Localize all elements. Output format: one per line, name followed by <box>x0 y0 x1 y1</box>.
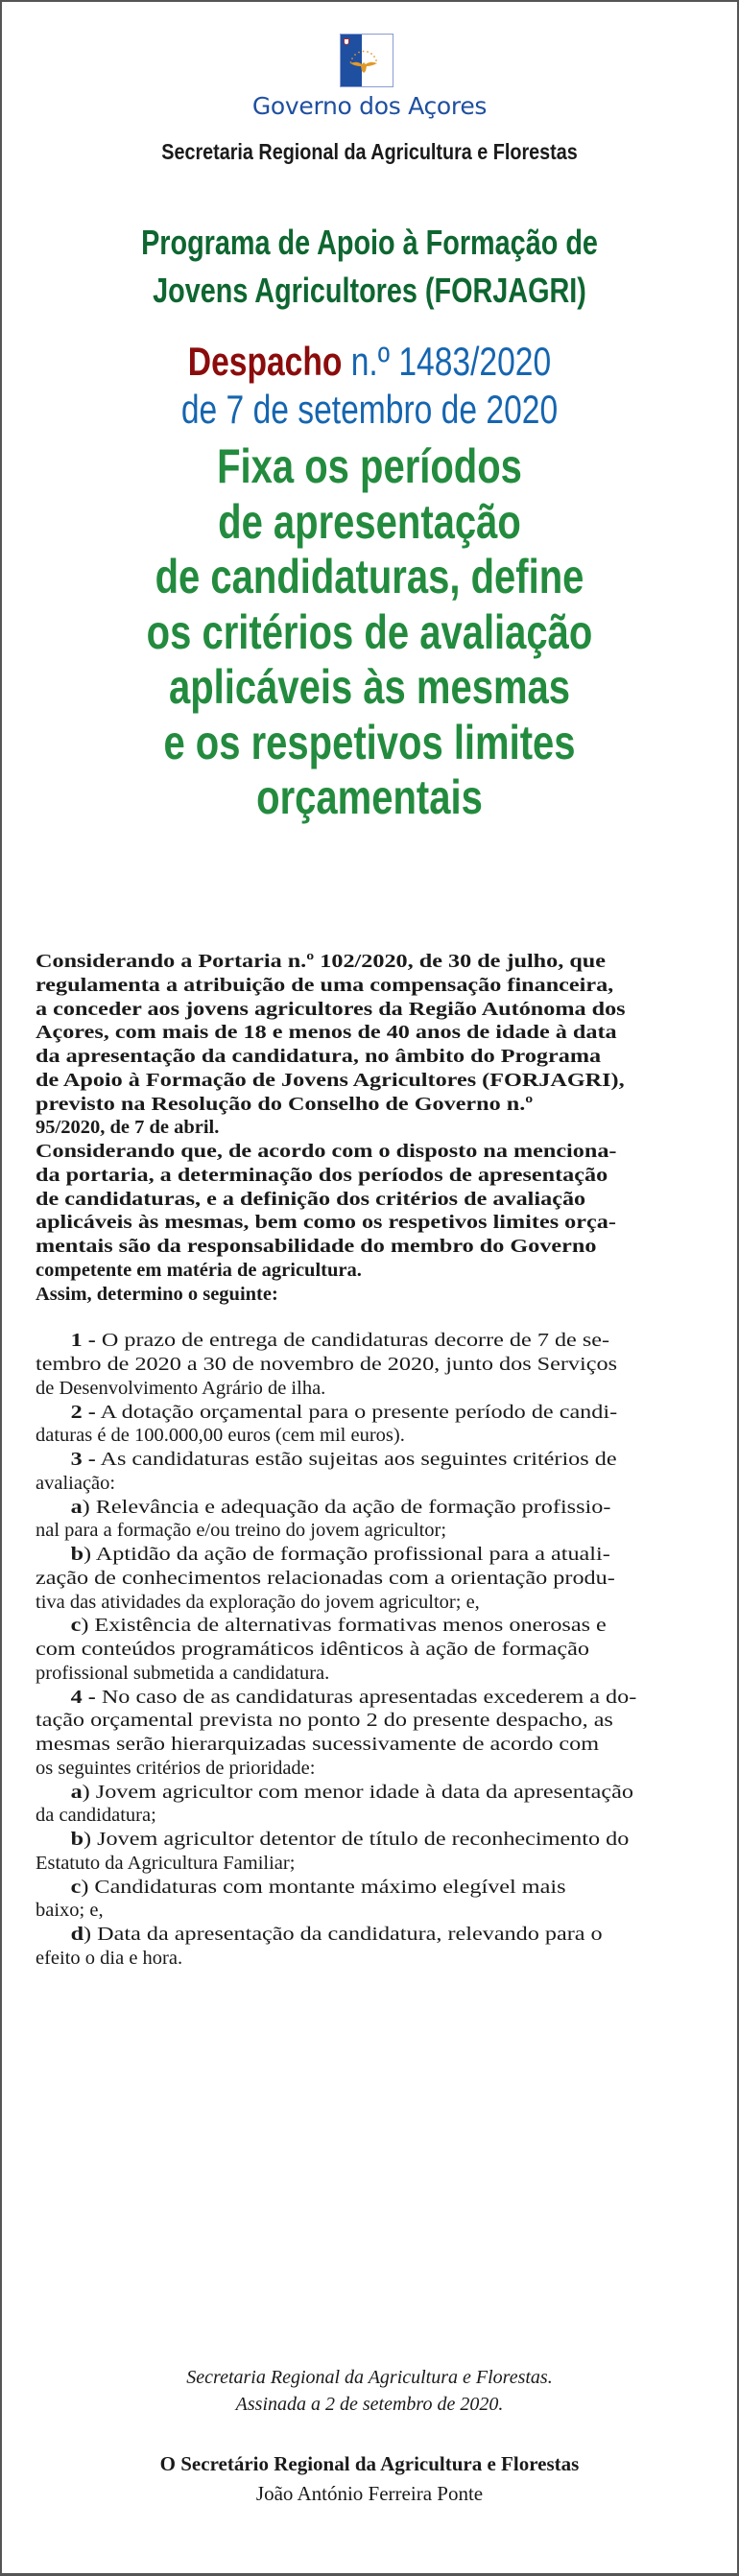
article-text: O prazo de entrega de candidaturas decorre de 7 de se- <box>95 1330 610 1352</box>
preamble-line: Assim, determino o seguinte: <box>36 1283 278 1305</box>
article-item <box>36 1686 707 1781</box>
article-item <box>36 1876 707 1924</box>
program-title-line: Programa de Apoio à Formação de <box>141 223 598 262</box>
secretariat-name: Secretaria Regional da Agricultura e Florestas <box>161 139 578 164</box>
preamble-line: 95/2020, de 7 de abril. <box>36 1117 220 1139</box>
article-text: ) Jovem agricultor detentor de título de reconhecimento do <box>83 1829 630 1850</box>
article-line: daturas é de 100.000,00 euros (cem mil euros). <box>36 1425 405 1447</box>
article-line <box>36 1401 739 1425</box>
article-line: Estatuto da Agricultura Familiar; <box>36 1852 296 1874</box>
article-line: os seguintes critérios de prioridade: <box>36 1757 316 1779</box>
headline-line: aplicáveis às mesmas <box>168 660 571 714</box>
article-line <box>36 1781 739 1805</box>
article-line: nal para a formação e/ou treino do jovem agricultor; <box>36 1520 447 1542</box>
article-text: As candidaturas estão sujeitas aos seguintes critérios de <box>95 1449 617 1470</box>
article-line: avaliação: <box>36 1472 116 1494</box>
despacho-date: de 7 de setembro de 2020 <box>180 387 559 432</box>
article-item <box>36 1614 707 1685</box>
article-marker: b <box>70 1544 84 1565</box>
article-line <box>36 1828 739 1852</box>
signatory-title: O Secretário Regional da Agricultura e Florestas <box>159 2452 580 2475</box>
program-title-line: Jovens Agricultores (FORJAGRI) <box>153 271 586 310</box>
preamble-line: a conceder aos jovens agricultores da Região Autónoma dos <box>36 998 626 1020</box>
article-line <box>36 1614 739 1638</box>
preamble-line: regulamenta a atribuição de uma compensação financeira, <box>36 974 614 996</box>
headline-line: orçamentais <box>256 770 483 824</box>
preamble-line: de Apoio à Formação de Jovens Agricultores (FORJAGRI), <box>36 1069 625 1091</box>
article-line: baixo; e, <box>36 1900 104 1922</box>
article-line: com conteúdos programáticos idênticos à ação de formação <box>36 1639 589 1660</box>
program-title <box>76 219 664 315</box>
headline-line: os critérios de avaliação <box>146 604 593 659</box>
article-item <box>36 1543 707 1614</box>
signature-date: Assinada a 2 de setembro de 2020. <box>235 2394 504 2415</box>
article-line <box>36 1496 739 1520</box>
preamble-line: Considerando a Portaria n.º 102/2020, de 30 de julho, que <box>36 951 606 972</box>
preamble-line: mentais são da responsabilidade do membro do Governo <box>36 1236 597 1257</box>
article-marker: 3 - <box>70 1449 96 1470</box>
article-item <box>36 1401 707 1449</box>
article-line: de Desenvolvimento Agrário de ilha. <box>36 1377 326 1399</box>
article-line <box>36 1543 739 1567</box>
article-text: ) Relevância e adequação da ação de formação profissio- <box>82 1496 611 1518</box>
article-marker: 4 - <box>70 1686 96 1708</box>
article-marker: 1 - <box>70 1330 96 1352</box>
article-line: da candidatura; <box>36 1805 156 1827</box>
article-text: A dotação orçamental para o presente período de candi- <box>95 1401 618 1423</box>
preamble-line: da portaria, a determinação dos períodos de apresentação <box>36 1164 608 1186</box>
article-item <box>36 1496 707 1544</box>
article-line: zação de conhecimentos relacionadas com a orientação produ- <box>36 1567 615 1589</box>
headline-line: de candidaturas, define <box>155 550 584 603</box>
headline <box>76 439 664 826</box>
article-marker: b <box>70 1829 84 1850</box>
article-line <box>36 1876 739 1900</box>
article-text: No caso de as candidaturas apresentadas excederem a do- <box>95 1686 637 1708</box>
article-text: ) Jovem agricultor com menor idade à data da apresentação <box>82 1781 633 1803</box>
preamble <box>36 950 707 1306</box>
signature-place: Secretaria Regional da Agricultura e Florestas. <box>186 2367 553 2388</box>
document-body <box>36 950 707 1971</box>
article-line <box>36 1686 739 1710</box>
preamble-line: da apresentação da candidatura, no âmbito do Programa <box>36 1046 602 1067</box>
article-item <box>36 1828 707 1876</box>
article-item <box>36 1329 707 1400</box>
article-line: tação orçamental prevista no ponto 2 do presente despacho, as <box>36 1710 613 1732</box>
article-marker: a <box>70 1781 83 1803</box>
article-text: ) Data da apresentação da candidatura, relevando para o <box>83 1924 603 1945</box>
article-marker: c <box>70 1876 82 1898</box>
preamble-line: de candidaturas, e a definição dos critérios de avaliação <box>36 1188 586 1210</box>
articles-list <box>36 1329 707 1970</box>
headline-line: de apresentação <box>218 494 521 549</box>
article-line <box>36 1329 739 1353</box>
preamble-line: Açores, com mais de 18 e menos de 40 anos de idade à data <box>36 1022 617 1044</box>
article-marker: d <box>70 1924 84 1945</box>
azores-flag-icon <box>340 34 393 87</box>
preamble-line: competente em matéria de agricultura. <box>36 1259 362 1281</box>
article-marker: a <box>70 1496 83 1518</box>
headline-line: e os respetivos limites <box>163 715 576 769</box>
article-line: profissional submetida a candidatura. <box>36 1662 330 1684</box>
article-line <box>36 1923 739 1947</box>
article-marker: 2 - <box>70 1401 96 1423</box>
spacer <box>36 1306 707 1329</box>
article-item <box>36 1448 707 1496</box>
article-marker: c <box>70 1615 82 1637</box>
article-item <box>36 1923 707 1971</box>
preamble-line: Considerando que, de acordo com o disposto na menciona- <box>36 1141 617 1162</box>
headline-line: Fixa os períodos <box>217 439 522 493</box>
article-text: ) Candidaturas com montante máximo elegível mais <box>81 1876 566 1898</box>
signatory-name: João António Ferreira Ponte <box>255 2482 484 2505</box>
signature-place-date <box>2 2364 737 2418</box>
article-item <box>36 1781 707 1829</box>
article-line: efeito o dia e hora. <box>36 1947 183 1969</box>
article-line <box>36 1448 739 1472</box>
article-line: tiva das atividades da exploração do jovem agricultor; e, <box>36 1591 480 1613</box>
despacho-word: Despacho <box>187 339 343 384</box>
article-line: mesmas serão hierarquizadas sucessivamente de acordo com <box>36 1734 600 1755</box>
government-name: Governo dos Açores <box>251 92 488 120</box>
preamble-line: aplicáveis às mesmas, bem como os respetivos limites orça- <box>36 1212 616 1234</box>
article-text: ) Aptidão da ação de formação profissional para a atuali- <box>83 1544 610 1565</box>
despacho-number: n.º 1483/2020 <box>350 339 552 384</box>
preamble-line: previsto na Resolução do Conselho de Governo n.º <box>36 1093 534 1115</box>
article-line: tembro de 2020 a 30 de novembro de 2020, junto dos Serviços <box>36 1354 618 1375</box>
hawk-stars-icon <box>341 35 393 86</box>
despacho-heading <box>76 338 664 386</box>
article-text: ) Existência de alternativas formativas menos onerosas e <box>81 1615 607 1637</box>
